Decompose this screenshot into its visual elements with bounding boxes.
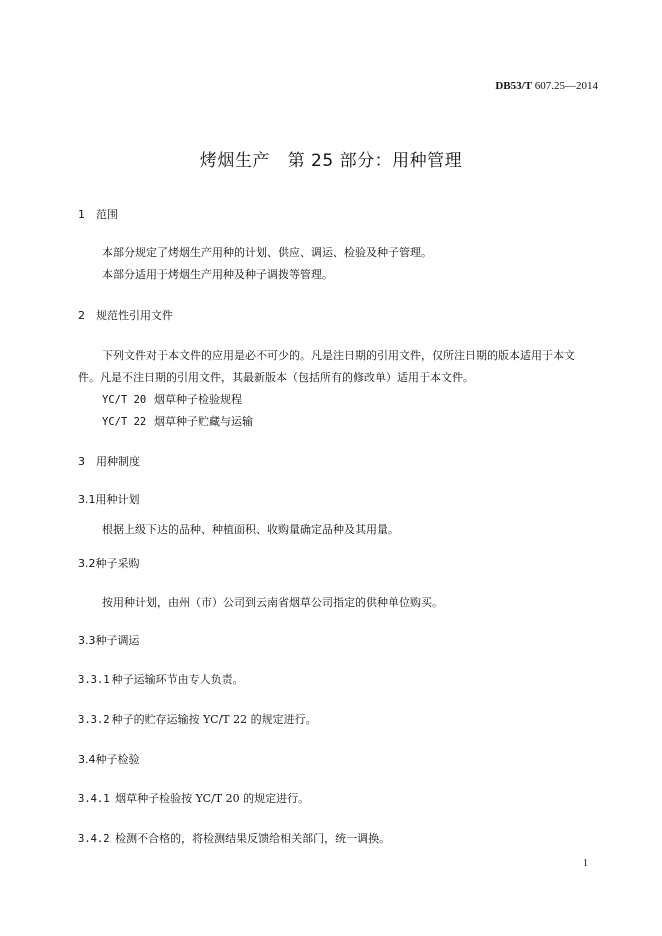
section-2-heading	[78, 307, 173, 323]
reference-title: 烟草种子检验规程	[154, 393, 242, 406]
clause-number: 3.3.2	[78, 714, 110, 726]
paragraph-line: 件。凡是不注日期的引用文件，其最新版本（包括所有的修改单）适用于本文件。	[78, 371, 474, 384]
subsection-heading: 3.3种子调运	[78, 634, 140, 647]
clause	[78, 671, 244, 687]
section-number: 2	[78, 309, 85, 322]
clause	[78, 790, 309, 806]
clause-number: 3.4.1	[78, 793, 110, 805]
document-header	[0, 80, 598, 92]
reference-code: YC/T 22	[102, 416, 147, 428]
paragraph: 按用种计划，由州（市）公司到云南省烟草公司指定的供种单位购买。	[102, 596, 443, 609]
reference-item	[102, 413, 253, 429]
clause-text: 种子运输环节由专人负责。	[111, 673, 244, 686]
clause	[78, 830, 390, 846]
clause-number: 3.3.1	[78, 674, 110, 686]
section-number: 3	[78, 455, 85, 468]
document-title: 烤烟生产 第 25 部分：用种管理	[199, 151, 463, 171]
paragraph: 本部分适用于烤烟生产用种及种子调拨等管理。	[102, 268, 333, 281]
subsection-heading: 3.2种子采购	[78, 557, 140, 570]
subsection-heading: 3.1用种计划	[78, 493, 140, 506]
reference-item	[102, 391, 242, 407]
clause-text: 种子的贮存运输按 YC/T 22 的规定进行。	[111, 713, 317, 726]
paragraph: 本部分规定了烤烟生产用种的计划、供应、调运、检验及种子管理。	[102, 246, 432, 259]
clause-text: 烟草种子检验按 YC/T 20 的规定进行。	[111, 792, 310, 805]
reference-title: 烟草种子贮藏与运输	[154, 415, 253, 428]
clause-text: 检测不合格的，将检测结果反馈给相关部门，统一调换。	[111, 832, 391, 845]
standard-prefix: DB53/T	[495, 80, 532, 92]
paragraph: 根据上级下达的品种、种植面积、收购量确定品种及其用量。	[102, 523, 399, 536]
section-title: 规范性引用文件	[96, 309, 173, 322]
paragraph-line: 下列文件对于本文件的应用是必不可少的。凡是注日期的引用文件，仅所注日期的版本适用于本文	[102, 349, 575, 362]
subsection-heading: 3.4种子检验	[78, 753, 140, 766]
clause	[78, 711, 317, 727]
section-1-heading	[78, 206, 118, 222]
section-number: 1	[78, 208, 85, 221]
reference-code: YC/T 20	[102, 394, 147, 406]
clause-number: 3.4.2	[78, 833, 110, 845]
page-number: 1	[583, 858, 588, 869]
section-title: 用种制度	[96, 455, 140, 468]
section-3-heading	[78, 453, 140, 469]
standard-number: 607.25—2014	[534, 80, 598, 92]
section-title: 范围	[96, 208, 118, 221]
